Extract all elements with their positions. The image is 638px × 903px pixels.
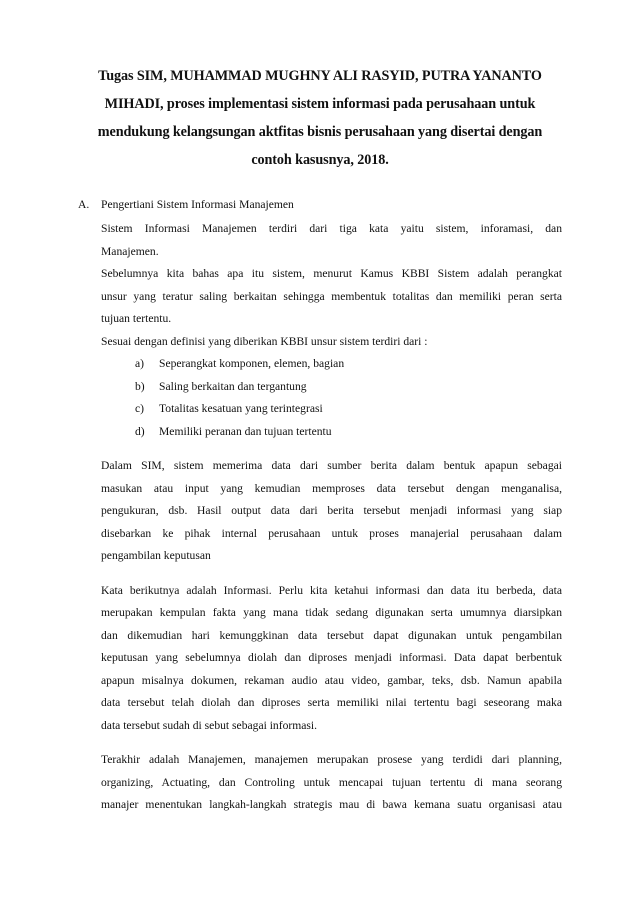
paragraph-line: masukan atau input yang kemudian memproses data tersebut dengan menganalisa, — [101, 481, 562, 495]
list-text: Memiliki peranan dan tujuan tertentu — [159, 424, 332, 438]
list-marker: a) — [135, 357, 145, 370]
list-item — [101, 398, 562, 421]
title-line: MIHADI, proses implementasi sistem informasi pada perusahaan untuk — [104, 96, 536, 112]
list-marker: b) — [135, 379, 145, 393]
list-item — [101, 376, 562, 399]
section-heading-text: Pengertiani Sistem Informasi Manajemen — [101, 198, 294, 211]
paragraph-line: data tersebut telah diolah dan diproses serta memiliki nilai tertentu bagi seseorang maka — [101, 696, 562, 709]
paragraph-manajemen — [101, 749, 562, 817]
spacer — [101, 443, 562, 455]
spacer — [101, 737, 562, 749]
list-item — [101, 353, 562, 376]
section-a — [78, 198, 568, 817]
title-line: mendukung kelangsungan aktfitas bisnis perusahaan yang disertai dengan — [97, 124, 543, 140]
document-title — [70, 62, 570, 174]
paragraph-sistem — [101, 263, 562, 331]
paragraph-line: data tersebut sudah di sebut sebagai informasi. — [101, 718, 318, 732]
paragraph-line: Terakhir adalah Manajemen, manajemen merupakan prosese yang terdidi dari planning, — [101, 753, 562, 766]
paragraph-line: Dalam SIM, sistem memerima data dari sumber berita dalam bentuk apapun sebagai — [101, 459, 562, 472]
paragraph-kbbi — [101, 331, 562, 354]
paragraph-line: Kata berikutnya adalah Informasi. Perlu kita ketahui informasi dan data itu berbeda, data — [101, 583, 562, 597]
list-text: Totalitas kesatuan yang terintegrasi — [159, 402, 323, 415]
paragraph-line: Sebelumnya kita bahas apa itu sistem, menurut Kamus KBBI Sistem adalah perangkat — [101, 267, 562, 280]
list-text: Saling berkaitan dan tergantung — [159, 379, 307, 393]
paragraph-line: Manajemen. — [101, 244, 159, 258]
list-item — [101, 421, 562, 444]
paragraph-line: disebarkan ke pihak internal perusahaan untuk proses manajerial perusahaan dalam — [101, 526, 562, 540]
paragraph-line: unsur yang teratur saling berkaitan sehingga membentuk totalitas dan memiliki peran serta — [101, 289, 562, 303]
paragraph-line: Sesuai dengan definisi yang diberikan KBBI unsur sistem terdiri dari : — [101, 334, 428, 348]
spacer — [101, 568, 562, 580]
title-line: contoh kasusnya, 2018. — [251, 152, 389, 168]
section-heading — [78, 198, 568, 218]
paragraph-line: keputusan yang sebelumnya diolah dan diproses menjadi informasi. Data dapat berbentuk — [101, 651, 562, 664]
paragraph-line: Sistem Informasi Manajemen terdiri dari tiga kata yaitu sistem, inforamasi, dan — [101, 222, 562, 235]
title-line: Tugas SIM, MUHAMMAD MUGHNY ALI RASYID, PUTRA YANANTO — [98, 68, 542, 84]
paragraph-line: pengambilan keputusan — [101, 549, 211, 562]
section-letter: A. — [78, 198, 90, 211]
paragraph-line: dan dikemudian hari kemunggkinan data tersebut dapat digunakan untuk pengambilan — [101, 628, 562, 642]
list-marker: c) — [135, 402, 145, 415]
paragraph-intro — [101, 218, 562, 263]
section-body — [101, 218, 562, 817]
paragraph-line: merupakan kempulan fakta yang mana tidak sedang digunakan serta umumnya diarsipkan — [101, 606, 562, 619]
paragraph-sim — [101, 455, 562, 568]
paragraph-line: pengukuran, dsb. Hasil output data dari berita tersebut menjadi informasi yang siap — [101, 504, 562, 517]
paragraph-line: organizing, Actuating, dan Controling untuk mencapai tujuan tertentu di mana seorang — [101, 775, 562, 789]
definition-list — [101, 353, 562, 443]
paragraph-line: tujuan tertentu. — [101, 312, 172, 325]
paragraph-line: manajer menentukan langkah-langkah strategis mau di bawa kemana suatu organisasi atau — [101, 798, 562, 811]
paragraph-informasi — [101, 580, 562, 738]
list-marker: d) — [135, 424, 145, 438]
paragraph-line: apapun misalnya dokumen, rekaman audio atau video, gambar, teks, dsb. Namun apabila — [101, 673, 562, 687]
list-text: Seperangkat komponen, elemen, bagian — [159, 357, 345, 370]
